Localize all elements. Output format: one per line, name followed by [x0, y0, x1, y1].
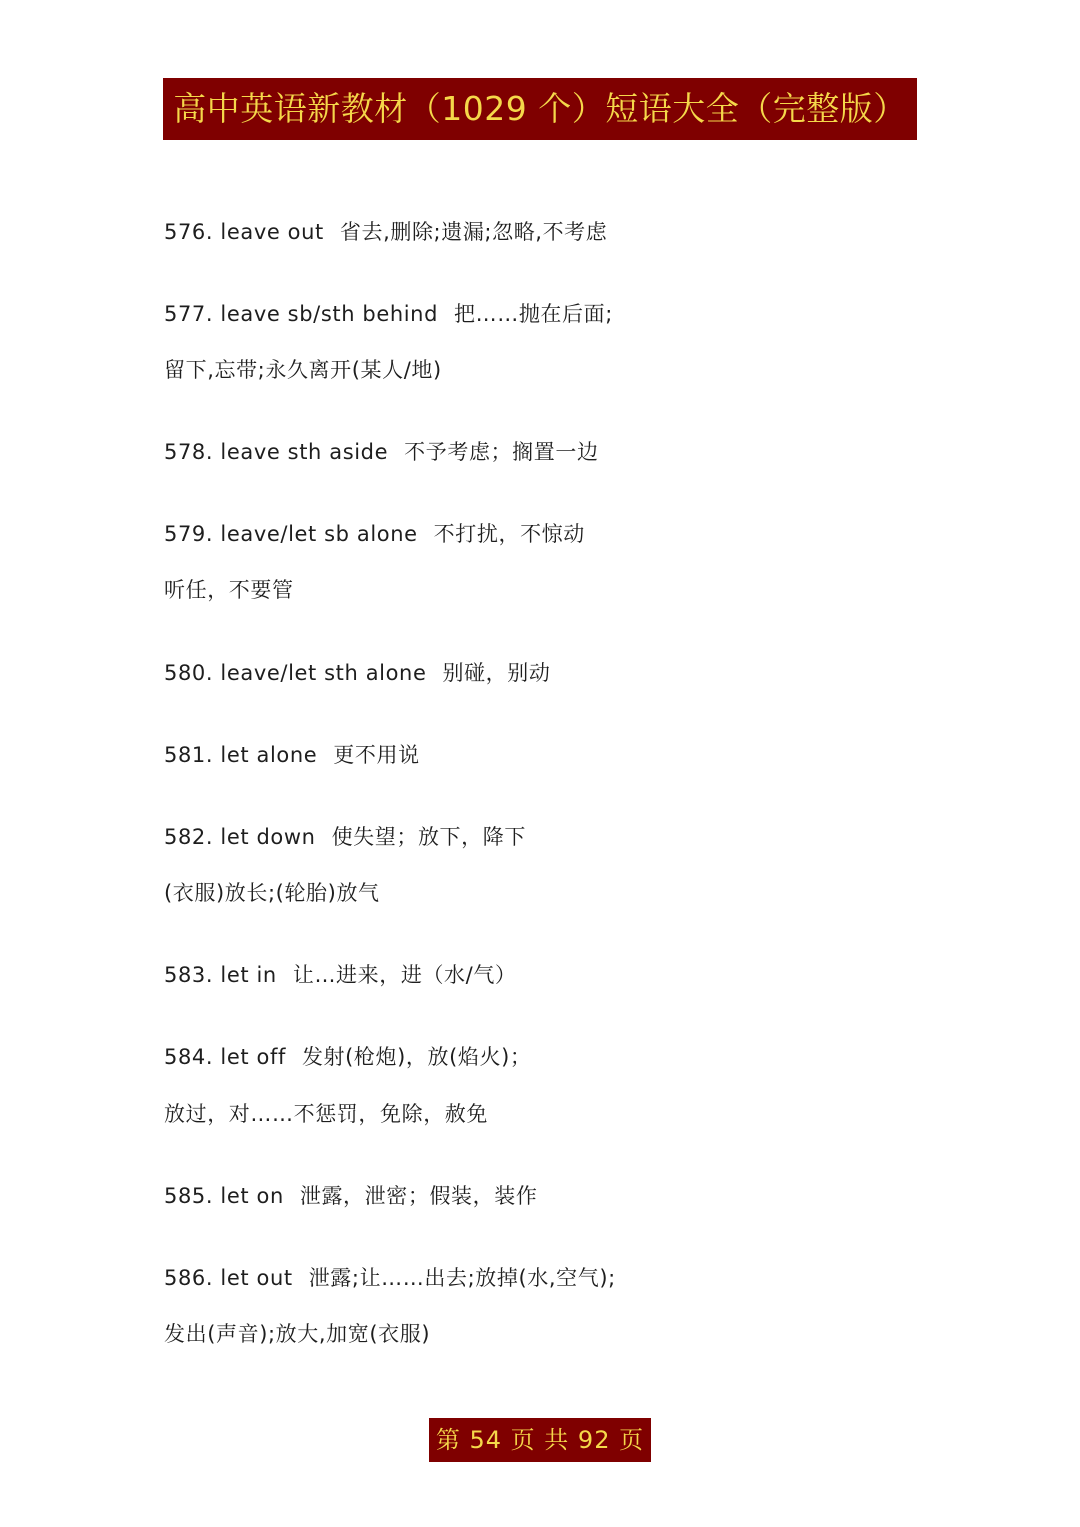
entry-576-line-1 — [164, 217, 607, 247]
entry-583-meaning: 让…进来，进（水/气） — [292, 963, 517, 987]
entry-580-line-1 — [164, 658, 550, 688]
entry-581-line-1 — [164, 740, 420, 770]
entry-580-term: 580. leave/let sth alone — [164, 661, 427, 685]
page-number-badge — [429, 1418, 651, 1462]
entry-580-meaning: 别碰，别动 — [442, 661, 551, 685]
entry-584-meaning: 发射(枪炮)，放(焰火)； — [301, 1045, 532, 1069]
entry-582-term: 582. let down — [164, 825, 316, 849]
page-title: 高中英语新教材（1029 个）短语大全（完整版） — [173, 89, 907, 128]
entry-578-term: 578. leave sth aside — [164, 440, 389, 464]
entry-579-line-2: 听任，不要管 — [164, 578, 294, 602]
entry-579-meaning: 不打扰，不惊动 — [433, 522, 585, 546]
entry-576-meaning: 省去,删除;遗漏;忽略,不考虑 — [339, 220, 608, 244]
entry-586-line-1 — [164, 1263, 616, 1293]
entry-578-meaning: 不予考虑；搁置一边 — [404, 440, 599, 464]
entry-576-term: 576. leave out — [164, 220, 324, 244]
entry-577-meaning: 把……抛在后面; — [454, 302, 613, 326]
entry-577-line-2: 留下,忘带;永久离开(某人/地) — [164, 358, 442, 382]
entry-585-meaning: 泄露，泄密；假装，装作 — [299, 1184, 538, 1208]
entry-579-term: 579. leave/let sb alone — [164, 522, 418, 546]
entry-584-term: 584. let off — [164, 1045, 286, 1069]
entry-577-line-1 — [164, 299, 613, 329]
entry-585-term: 585. let on — [164, 1184, 284, 1208]
entry-583-line-1 — [164, 960, 517, 990]
entry-582-meaning: 使失望；放下，降下 — [331, 825, 526, 849]
entry-581-term: 581. let alone — [164, 743, 318, 767]
entry-586-meaning: 泄露;让……出去;放掉(水,空气); — [308, 1266, 616, 1290]
entry-584-line-1 — [164, 1042, 532, 1072]
entry-582-line-2: (衣服)放长;(轮胎)放气 — [164, 881, 380, 905]
entry-586-line-2: 发出(声音);放大,加宽(衣服) — [164, 1322, 431, 1346]
entry-582-line-1 — [164, 822, 526, 852]
entry-584-line-2: 放过，对……不惩罚，免除，赦免 — [164, 1102, 488, 1126]
title-banner — [163, 78, 917, 140]
entry-583-term: 583. let in — [164, 963, 277, 987]
entry-578-line-1 — [164, 437, 599, 467]
entry-585-line-1 — [164, 1181, 537, 1211]
entry-581-meaning: 更不用说 — [333, 743, 420, 767]
entry-577-term: 577. leave sb/sth behind — [164, 302, 439, 326]
page-number: 第 54 页 共 92 页 — [435, 1426, 645, 1454]
entry-586-term: 586. let out — [164, 1266, 293, 1290]
entry-579-line-1 — [164, 519, 585, 549]
